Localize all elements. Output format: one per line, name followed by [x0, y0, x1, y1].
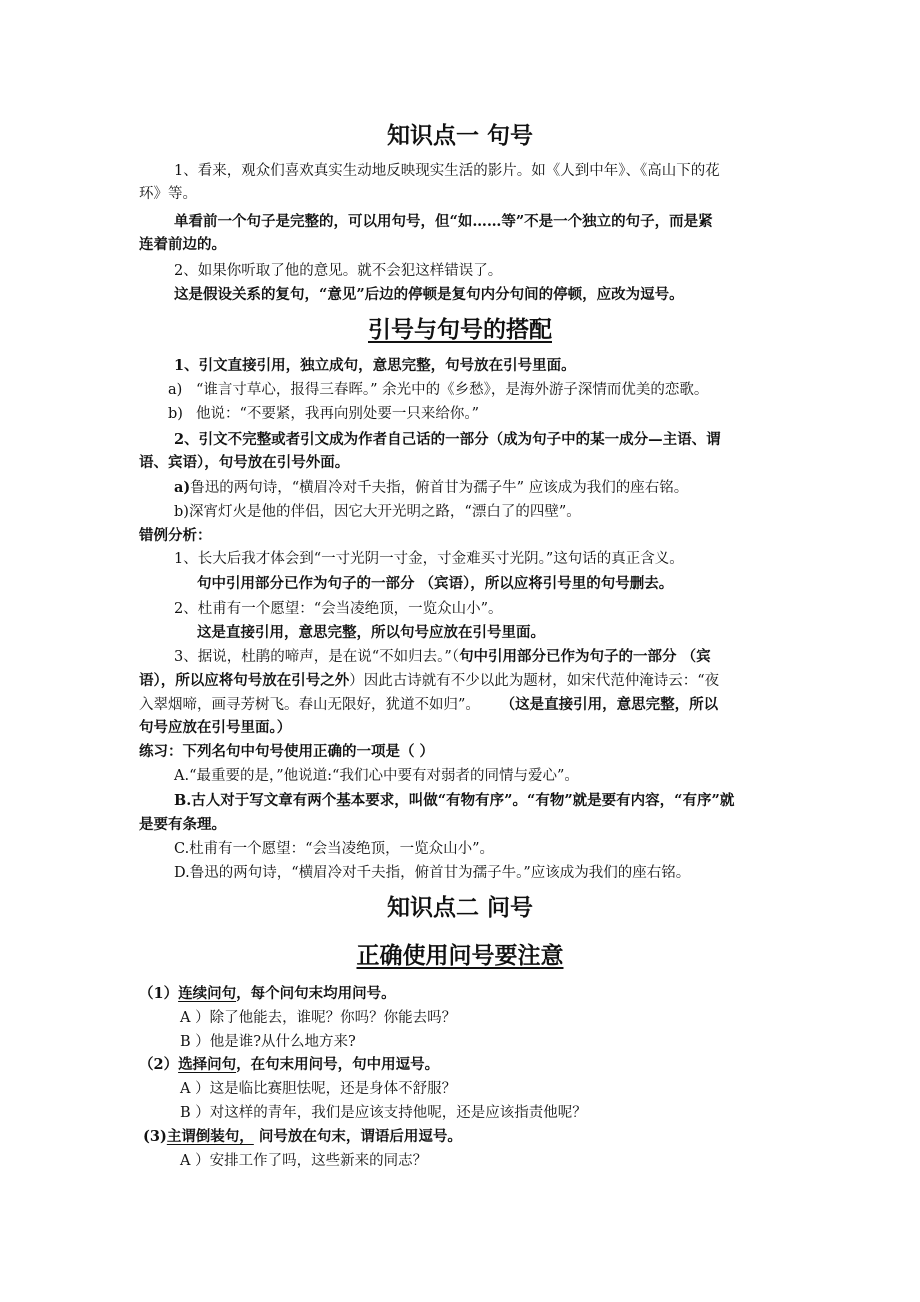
rule-2-line-1: 2、引文不完整或者引文成为作者自己话的一部分（成为句子中的某一成分—主语、谓: [174, 431, 721, 448]
error-3-line-1: [174, 646, 711, 668]
practice-option-d: D.鲁迅的两句诗，“横眉冷对千夫指，俯首甘为孺子牛。”应该成为我们的座右铭。: [174, 865, 691, 881]
error-3-line-3-bold: （这是直接引用，意思完整，所以: [507, 696, 719, 713]
rule-2-a-text: 鲁迅的两句诗，“横眉冷对千夫指，俯首甘为孺子牛” 应该成为我们的座右铭。: [190, 480, 689, 496]
example-1-note-line-2: 连着前边的。: [139, 236, 226, 253]
qm-rule-3-number: (3): [143, 1128, 167, 1145]
error-3-line-2-bold: 语），所以应将句号放在引号之外: [139, 672, 350, 689]
example-2-note: 这是假设关系的复句，“意见”后边的停顿是复句内分句间的停顿，应改为逗号。: [174, 286, 684, 303]
practice-question: 练习：下列名句中句号使用正确的一项是（ ）: [139, 743, 435, 760]
qm-rule-1: [139, 983, 396, 1005]
practice-option-a: A.“最重要的是，”他说道:“我们心中要有对弱者的同情与爱心”。: [174, 768, 579, 784]
rule-2-line-2: 语、宾语），句号放在引号外面。: [139, 454, 350, 471]
qm-rule-1-term: 连续问句: [178, 985, 237, 1002]
practice-option-c: C.杜甫有一个愿望：“会当凌绝顶，一览众山小”。: [174, 841, 495, 857]
error-3-line-2: [139, 670, 719, 692]
example-2: 2、如果你听取了他的意见。就不会犯这样错误了。: [174, 263, 503, 279]
qm-rule-3-a: A ）安排工作了吗，这些新来的同志？: [180, 1153, 428, 1169]
qm-rule-3-rest: 问号放在句末，谓语后用逗号。: [253, 1128, 462, 1145]
qm-rule-1-number: （1）: [139, 985, 179, 1002]
error-3-line-3: [139, 694, 718, 716]
error-analysis-heading: 错例分析：: [139, 527, 212, 544]
error-3-line-1-bold: 句中引用部分已作为句子的一部分 （宾: [459, 648, 711, 665]
practice-option-b-line-1: B.古人对于写文章有两个基本要求，叫做“有物有序”。“有物”就是要有内容，“有序”就: [174, 792, 735, 809]
example-1-line-1: 1、看来，观众们喜欢真实生动地反映现实生活的影片。如《人到中年》、《高山下的花: [174, 163, 720, 179]
section-subtitle-question-mark-usage: 正确使用问号要注意: [356, 942, 564, 969]
example-1-note-line-1: 单看前一个句子是完整的，可以用句号，但“如……等”不是一个独立的句子，而是紧: [174, 213, 713, 230]
rule-1-a-text: “谁言寸草心，报得三春晖。” 余光中的《乡愁》，是海外游子深情而优美的恋歌。: [196, 382, 709, 398]
qm-rule-2: [139, 1054, 439, 1076]
practice-option-b-line-2: 是要有条理。: [139, 816, 226, 833]
error-3-line-2-text: ）因此古诗就有不少以此为题材，如宋代范仲淹诗云：“夜: [349, 673, 720, 689]
qm-rule-2-number: （2）: [139, 1056, 179, 1073]
rule-2-a: [174, 477, 688, 499]
error-3-line-4: 句号应放在引号里面。）: [139, 719, 292, 736]
rule-1-a-label: a): [168, 382, 183, 398]
error-1: 1、长大后我才体会到“一寸光阴一寸金，寸金难买寸光阴。”这句话的真正含义。: [174, 551, 684, 567]
error-2-note: 这是直接引用，意思完整，所以句号应放在引号里面。: [197, 624, 545, 641]
qm-rule-1-rest: ，每个问句末均用问号。: [236, 985, 396, 1002]
error-2: 2、杜甫有一个愿望：“会当凌绝顶，一览众山小”。: [174, 601, 503, 617]
qm-rule-2-b: B ）对这样的青年，我们是应该支持他呢，还是应该指责他呢？: [180, 1105, 587, 1121]
error-3-line-1-text: 3、据说，杜鹃的啼声，是在说“不如归去。”（: [174, 649, 460, 665]
error-1-note: 句中引用部分已作为句子的一部分 （宾语），所以应将引号里的句号删去。: [197, 575, 674, 592]
qm-rule-2-a: A ）这是临比赛胆怯呢，还是身体不舒服？: [180, 1081, 457, 1097]
rule-1-b-label: b): [168, 406, 183, 422]
qm-rule-3-term: 主谓倒装句，: [166, 1128, 254, 1145]
qm-rule-1-b: B ）他是谁?从什么地方来?: [180, 1034, 356, 1050]
example-1-line-2: 环》等。: [139, 186, 197, 202]
rule-2-a-label: a): [174, 479, 191, 496]
rule-1-b-text: 他说：“不要紧，我再向别处要一只来给你。”: [196, 406, 480, 422]
qm-rule-3: [143, 1126, 462, 1148]
section-title-question-mark: 知识点二 问号: [386, 894, 533, 921]
qm-rule-2-term: 选择问句: [178, 1056, 237, 1073]
section-title-period: 知识点一 句号: [386, 122, 533, 149]
qm-rule-2-rest: ，在句末用问号，句中用逗号。: [236, 1056, 440, 1073]
qm-rule-1-a: A ）除了他能去，谁呢？你吗？你能去吗？: [180, 1010, 457, 1026]
rule-2-b: b)深宵灯火是他的伴侣，因它大开光明之路，“漂白了的四壁”。: [174, 504, 581, 520]
error-3-line-3-text: 入翠烟啼，画寻芳树飞。春山无限好，犹道不如归”。: [139, 697, 480, 713]
section-title-quotes-and-period: 引号与句号的搭配: [368, 316, 552, 343]
rule-1: 1、引文直接引用，独立成句，意思完整，句号放在引号里面。: [174, 357, 576, 374]
